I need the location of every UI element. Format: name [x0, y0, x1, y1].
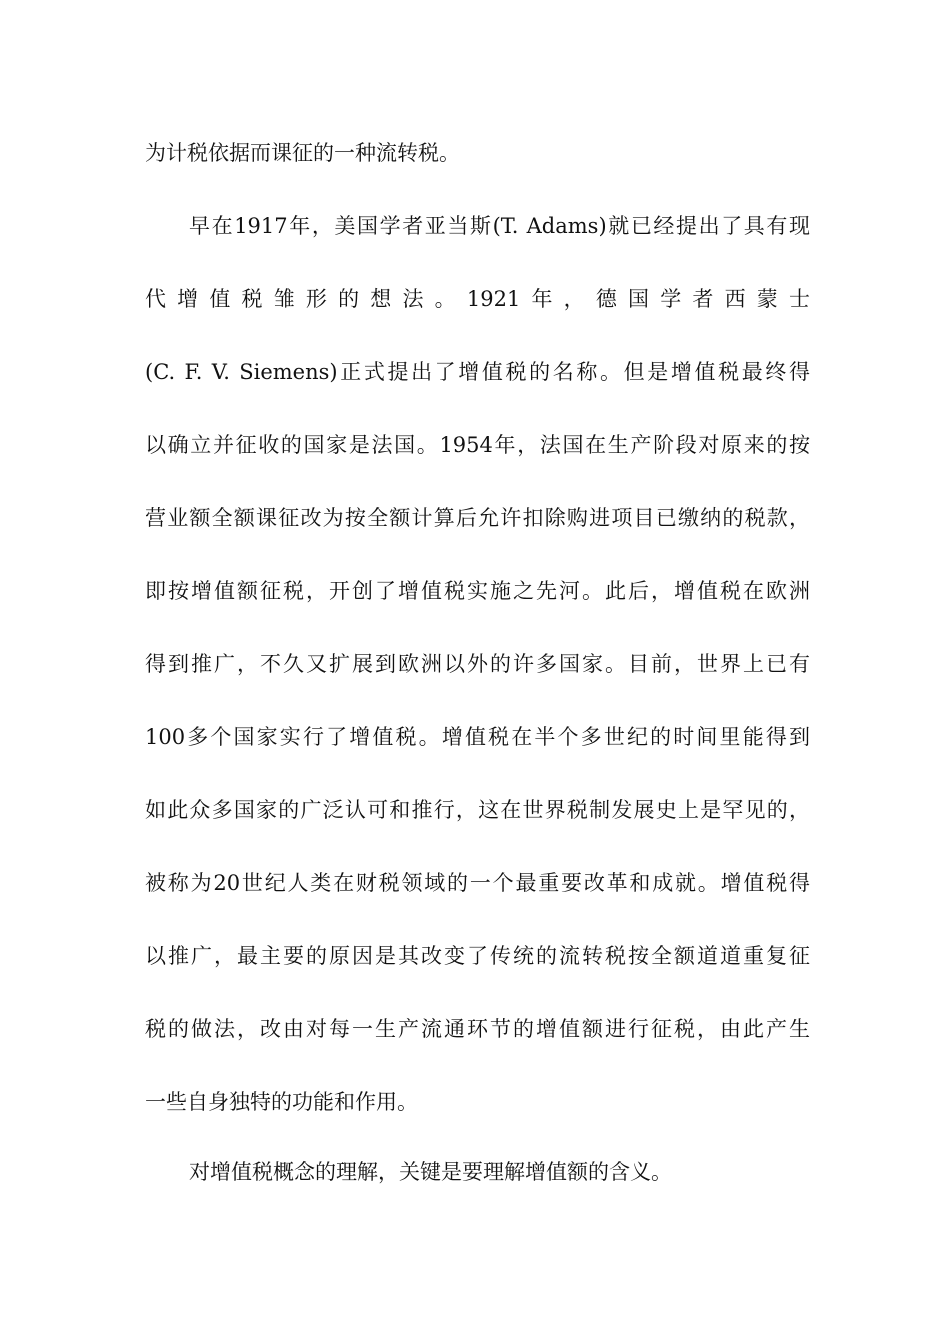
text-line-13: 税的做法，改由对每一生产流通环节的增值额进行征税，由此产生 — [145, 1017, 810, 1041]
text-line-7: 即按增值额征税，开创了增值税实施之先河。此后，增值税在欧洲 — [145, 579, 810, 603]
text-line-6: 营业额全额课征改为按全额计算后允许扣除购进项目已缴纳的税款， — [145, 506, 810, 530]
text-line-15: 对增值税概念的理解，关键是要理解增值额的含义。 — [189, 1160, 672, 1184]
text-line-2: 早在1917年，美国学者亚当斯(T. Adams)就已经提出了具有现 — [189, 214, 810, 238]
text-line-4: (C. F. V. Siemens)正式提出了增值税的名称。但是增值税最终得 — [145, 360, 810, 384]
text-line-8: 得到推广，不久又扩展到欧洲以外的许多国家。目前，世界上已有 — [145, 652, 810, 676]
text-line-5: 以确立并征收的国家是法国。1954年，法国在生产阶段对原来的按 — [145, 433, 810, 457]
text-line-14: 一些自身独特的功能和作用。 — [145, 1090, 418, 1114]
text-line-11: 被称为20世纪人类在财税领域的一个最重要改革和成就。增值税得 — [145, 871, 810, 895]
text-line-10: 如此众多国家的广泛认可和推行，这在世界税制发展史上是罕见的， — [145, 798, 810, 822]
text-line-9: 100多个国家实行了增值税。增值税在半个多世纪的时间里能得到 — [145, 725, 810, 749]
text-line-12: 以推广，最主要的原因是其改变了传统的流转税按全额道道重复征 — [145, 944, 810, 968]
text-line-3: 代增值税雏形的想法。1921年，德国学者西蒙士 — [145, 287, 810, 311]
text-line-1: 为计税依据而课征的一种流转税。 — [145, 141, 460, 165]
